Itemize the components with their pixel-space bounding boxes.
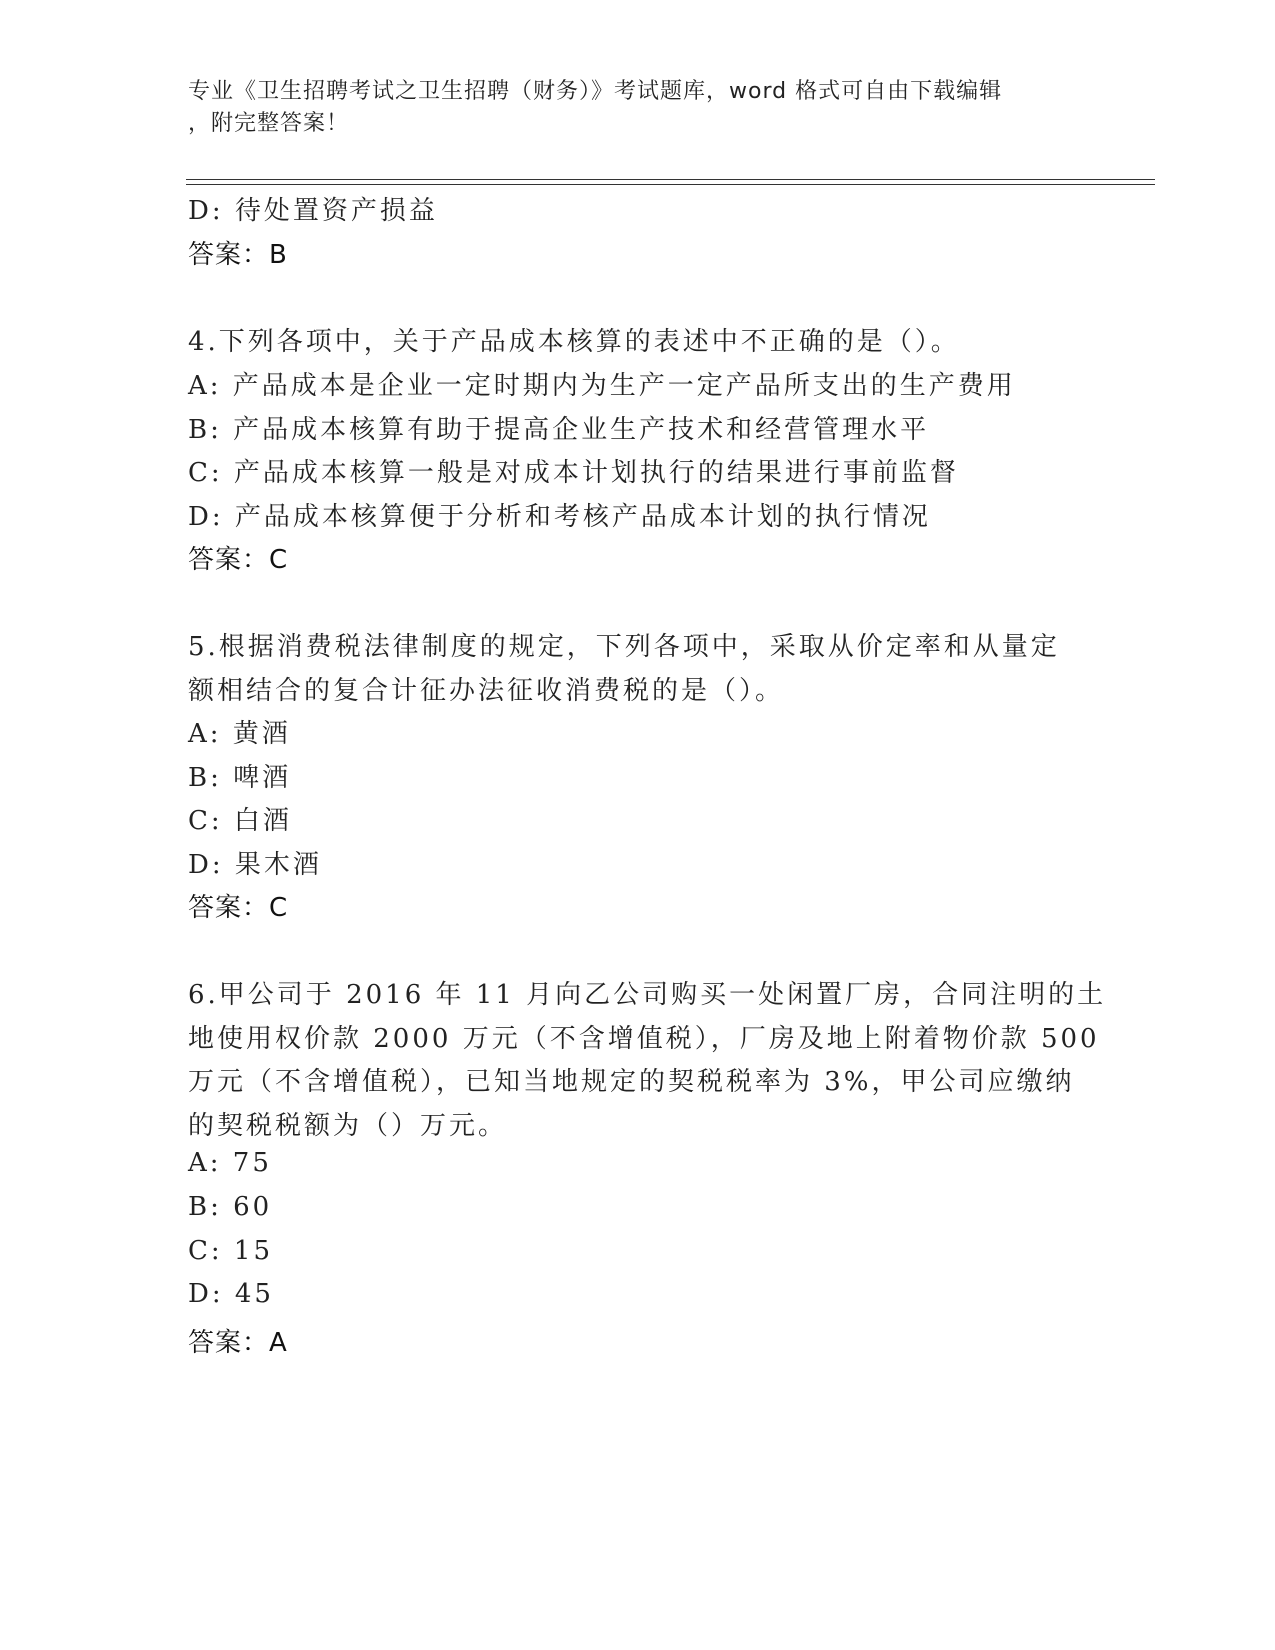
question-5-option-a: A: 黄酒: [188, 719, 291, 749]
question-4-option-d: D: 产品成本核算便于分析和考核产品成本计划的执行情况: [188, 502, 931, 532]
question-4-stem-line-1: 4.下列各项中，关于产品成本核算的表述中不正确的是（）。: [188, 327, 960, 357]
question-4-option-a: A: 产品成本是企业一定时期内为生产一定产品所支出的生产费用: [188, 371, 1016, 401]
question-5-stem-line-1: 5.根据消费税法律制度的规定，下列各项中，采取从价定率和从量定: [188, 632, 1060, 662]
carryover-answer: 答案：B: [188, 240, 288, 270]
question-5-stem-line-2: 额相结合的复合计征办法征收消费税的是（）。: [188, 676, 785, 706]
header-line-1: 专业《卫生招聘考试之卫生招聘（财务）》考试题库，word 格式可自由下载编辑: [188, 79, 1003, 104]
question-6-option-a: A: 75: [188, 1148, 272, 1178]
question-4-answer: 答案：C: [188, 545, 289, 575]
question-6-answer: 答案：A: [188, 1328, 288, 1358]
document-header: [188, 76, 1068, 140]
question-4-option-b: B: 产品成本核算有助于提高企业生产技术和经营管理水平: [188, 415, 930, 445]
question-4-option-c: C: 产品成本核算一般是对成本计划执行的结果进行事前监督: [188, 458, 959, 488]
question-6-stem-line-3: 万元（不含增值税），已知当地规定的契税税率为 3%，甲公司应缴纳: [188, 1067, 1075, 1097]
question-6-stem-line-1: 6.甲公司于 2016 年 11 月向乙公司购买一处闲置厂房，合同注明的土: [188, 980, 1107, 1010]
header-rule-bottom: [186, 184, 1155, 185]
header-rule-top: [186, 179, 1155, 180]
question-6-option-b: B: 60: [188, 1192, 273, 1222]
question-5-answer: 答案：C: [188, 893, 289, 923]
question-5-option-b: B: 啤酒: [188, 763, 292, 793]
question-6-stem-line-2: 地使用权价款 2000 万元（不含增值税），厂房及地上附着物价款 500: [188, 1024, 1100, 1054]
carryover-option-d: D: 待处置资产损益: [188, 196, 438, 226]
question-6-stem-line-4: 的契税税额为（）万元。: [188, 1111, 508, 1141]
question-5-option-d: D: 果木酒: [188, 850, 322, 880]
question-5-option-c: C: 白酒: [188, 806, 292, 836]
question-6-option-d: D: 45: [188, 1279, 274, 1309]
header-line-2: ，附完整答案！: [188, 111, 350, 136]
question-6-option-c: C: 15: [188, 1236, 274, 1266]
